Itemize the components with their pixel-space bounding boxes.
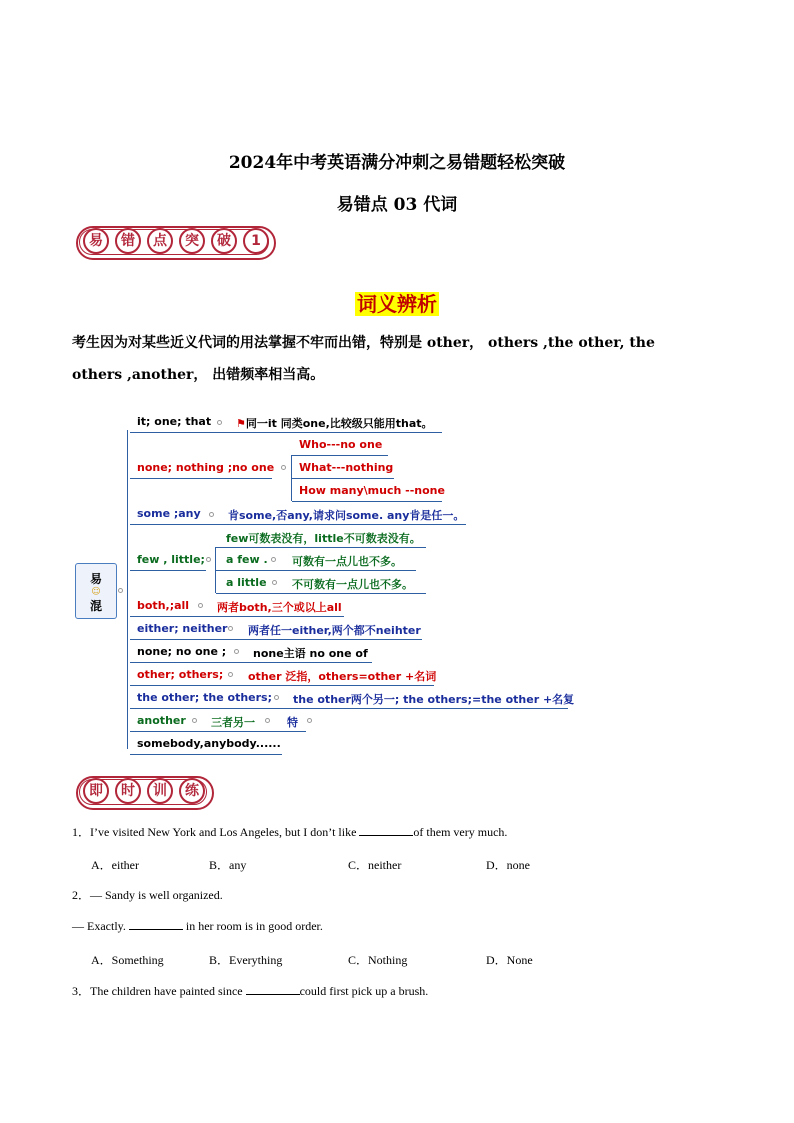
node-detail: 三者另一 [211, 716, 255, 729]
collapse-dot-icon [228, 626, 233, 631]
node-label: the other; the others; [137, 691, 272, 704]
banner-char: 破 [211, 228, 237, 254]
node-detail: other 泛指，others=other +名词 [248, 670, 437, 683]
collapse-dot-icon [192, 718, 197, 723]
node-label: some ;any [137, 507, 201, 520]
node-label: somebody,anybody...... [137, 737, 281, 750]
node-sub: How many\much --none [299, 484, 445, 497]
banner-char: 点 [147, 228, 173, 254]
node-detail: 两者both,三个或以上all [217, 601, 342, 614]
banner-char: 易 [83, 228, 109, 254]
node-detail: 肯some,否any,请求问some. any肯是任一。 [228, 509, 465, 522]
option: D．none [486, 858, 530, 872]
banner-char: 错 [115, 228, 141, 254]
collapse-dot-icon [217, 420, 222, 425]
node-sub: 可数有一点儿也不多。 [292, 555, 402, 568]
node-label: none; no one ; [137, 645, 227, 658]
collapse-dot-icon [274, 695, 279, 700]
option: C．neither [348, 858, 402, 872]
banner-char: 时 [115, 778, 141, 804]
node-sub: Who---no one [299, 438, 383, 451]
node-sub: few可数表没有，little不可数表没有。 [226, 532, 421, 545]
node-sub: a little [226, 576, 267, 589]
collapse-dot-icon [209, 512, 214, 517]
answer-blank [359, 824, 413, 836]
node-label: few , little; [137, 553, 205, 566]
banner-char: 即 [83, 778, 109, 804]
node-label: another [137, 714, 186, 727]
question-2: 2．— Sandy is well organized. [72, 888, 223, 902]
section-heading [0, 288, 794, 317]
node-detail: 两者任一either,两个都不neihter [248, 624, 421, 637]
answer-blank [129, 918, 183, 930]
node-label: none; nothing ;no one [137, 461, 275, 474]
collapse-dot-icon [228, 672, 233, 677]
banner-char: 练 [179, 778, 205, 804]
node-detail: none主语 no one of [253, 647, 368, 660]
document-title: 2024年中考英语满分冲刺之易错题轻松突破 [228, 153, 566, 173]
node-extra: 特 [287, 716, 298, 729]
section-heading-text: 词义辨析 [357, 292, 437, 316]
banner-char: 训 [147, 778, 173, 804]
collapse-dot-icon [281, 465, 286, 470]
document-subtitle: 易错点 03 代词 [336, 195, 458, 215]
node-label: either; neither [137, 622, 228, 635]
collapse-dot-icon [198, 603, 203, 608]
banner-char: 1 [243, 228, 269, 254]
collapse-dot-icon [206, 557, 211, 562]
banner-char: 突 [179, 228, 205, 254]
node-detail: the other两个另一; the others;=the other +名复 [293, 693, 575, 706]
node-sub: What---nothing [299, 461, 394, 474]
intro-line-1: 考生因为对某些近义代词的用法掌握不牢而出错，特别是 other， others ,the other, the [72, 335, 655, 351]
question-1: 1．I’ve visited New York and Los Angeles, but I don’t like of them very much. [72, 825, 508, 839]
option: B．any [209, 858, 247, 872]
flag-icon: ⚑ [236, 417, 246, 430]
option: A．either [91, 858, 139, 872]
mind-map-root [75, 563, 117, 619]
collapse-dot-icon [265, 718, 270, 723]
root-char: 易 [89, 572, 102, 586]
node-sub: a few . [226, 553, 268, 566]
root-char: 混 [89, 599, 102, 613]
banner-error-point-1 [76, 224, 276, 258]
option: D．None [486, 953, 533, 967]
intro-line-2: others ,another， 出错频率相当高。 [72, 367, 325, 383]
question-2-line-2: — Exactly. in her room is in good order. [72, 919, 323, 933]
node-label: other; others; [137, 668, 224, 681]
node-sub: 不可数有一点儿也不多。 [292, 578, 413, 591]
option: A．Something [91, 953, 164, 967]
banner-practice [76, 774, 216, 808]
option: C．Nothing [348, 953, 408, 967]
question-3: 3．The children have painted since could first pick up a brush. [72, 984, 429, 998]
answer-blank [246, 983, 300, 995]
collapse-dot-icon [271, 557, 276, 562]
collapse-dot-icon [272, 580, 277, 585]
node-label: both,;all [137, 599, 190, 612]
collapse-dot-icon [307, 718, 312, 723]
option: B．Everything [209, 953, 283, 967]
node-detail: ⚑同一it 同类one,比较级只能用that。 [236, 417, 433, 430]
collapse-dot-icon [118, 588, 123, 593]
emoji-icon: ☺ [91, 587, 101, 597]
node-label: it; one; that [137, 415, 212, 428]
collapse-dot-icon [234, 649, 239, 654]
